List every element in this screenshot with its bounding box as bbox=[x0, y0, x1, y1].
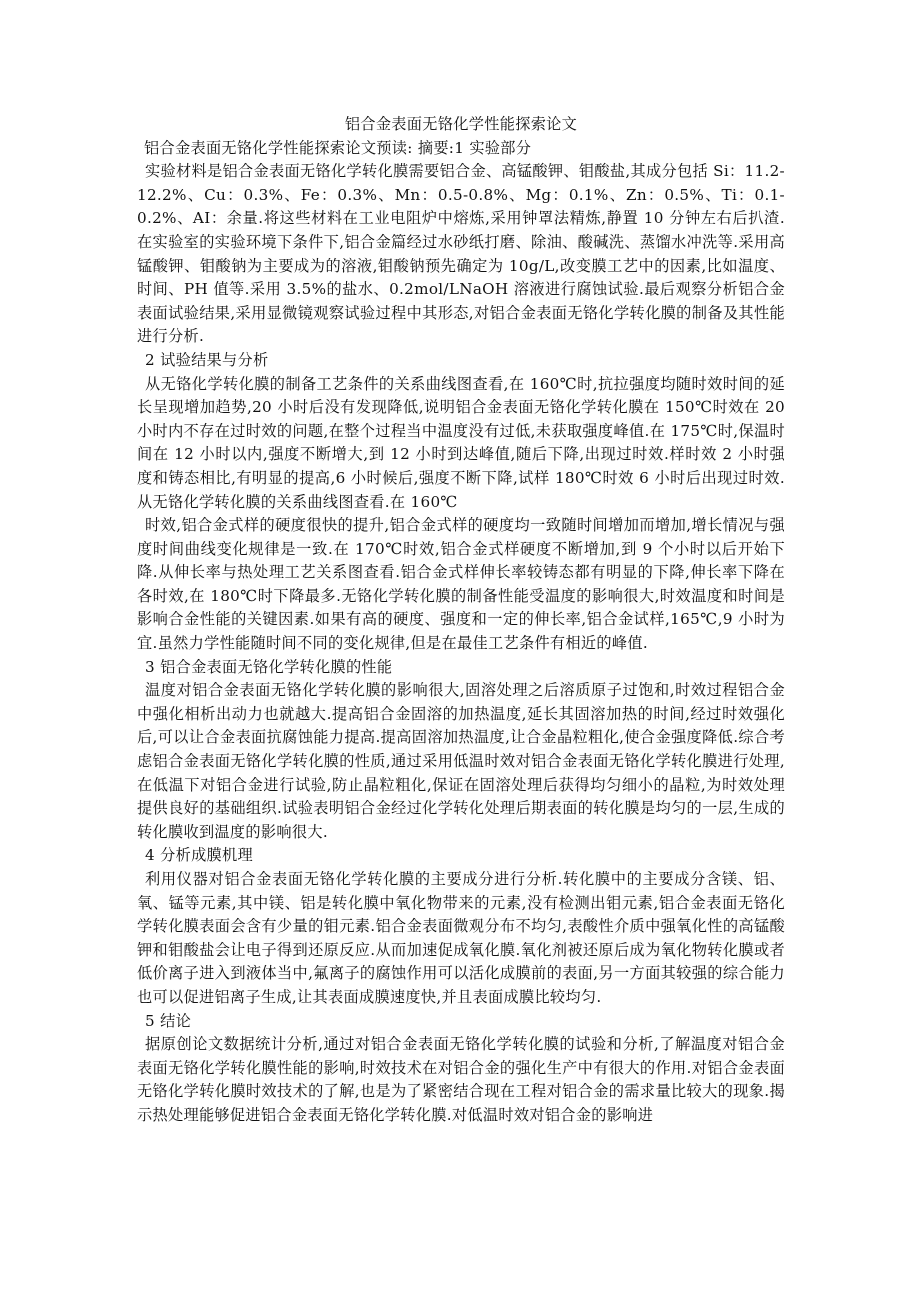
section-results-analysis bbox=[137, 349, 785, 656]
paragraph-experiment-materials: 实验材料是铝合金表面无铬化学转化膜需要铝合金、高锰酸钾、钼酸盐,其成分包括 Si：11.2-12.2%、Cu：0.3%、Fe：0.3%、Mn：0.5-0.8%、Mg：0.1%、Zn：0.5%、Ti：0.1-0.2%、AI：余量.将这些材料在工业电阻炉中熔炼,采用钟罩法精炼,静置 10 分钟左右后扒渣.在实验室的实验环境下条件下,铝合金篇经过水砂纸打磨、除油、酸碱洗、蒸馏水冲洗等.采用高锰酸钾、钼酸钠为主要成为的溶液,钼酸钠预先确定为 10g/L,改变膜工艺中的因素,比如温度、时间、PH 值等.采用 3.5%的盐水、0.2mol/LNaOH 溶液进行腐蚀试验.最后观察分析铝合金表面试验结果,采用显微镜观察试验过程中其形态,对铝合金表面无铬化学转化膜的制备及其性能进行分析. bbox=[137, 162, 785, 346]
section-heading-performance: 3 铝合金表面无铬化学转化膜的性能 bbox=[145, 657, 393, 676]
paragraph-conclusion: 据原创论文数据统计分析,通过对铝合金表面无铬化学转化膜的试验和分析,了解温度对铝合金表面无铬化学转化膜性能的影响,时效技术在对铝合金的强化生产中有很大的作用.对铝合金表面无铬化学转化膜时效技术的了解,也是为了紧密结合现在工程对铝合金的需求量比较大的现象.揭示热处理能够促进铝合金表面无铬化学转化膜.对低温时效对铝合金的影响进 bbox=[137, 1035, 785, 1124]
paragraph-results-strength: 从无铬化学转化膜的制备工艺条件的关系曲线图查看,在 160℃时,抗拉强度均随时效时间的延长呈现增加趋势,20 小时后没有发现降低,说明铝合金表面无铬化学转化膜在 150℃时效在 20 小时内不存在过时效的问题,在整个过程当中温度没有过低,未获取强度峰值.在 175℃时,保温时间在 12 小时以内,强度不断增大,到 12 小时到达峰值,随后下降,出现过时效.样时效 2 小时强度和铸态相比,有明显的提高,6 小时候后,强度不断下降,试样 180℃时效 6 小时后出现过时效.从无铬化学转化膜的关系曲线图查看.在 160℃ bbox=[137, 374, 785, 511]
document-page bbox=[137, 113, 785, 1128]
section-experiment bbox=[137, 160, 785, 349]
section-conclusion bbox=[137, 1010, 785, 1128]
section-heading-results: 2 试验结果与分析 bbox=[145, 350, 269, 369]
section-film-mechanism bbox=[137, 844, 785, 1009]
section-heading-mechanism: 4 分析成膜机理 bbox=[145, 846, 254, 865]
paragraph-performance: 温度对铝合金表面无铬化学转化膜的影响很大,固溶处理之后溶质原子过饱和,时效过程铝合金中强化相析出动力也就越大.提高铝合金固溶的加热温度,延长其固溶加热的时间,经过时效强化后,可以让合金表面抗腐蚀能力提高.提高固溶加热温度,让合金晶粒粗化,使合金强度降低.综合考虑铝合金表面无铬化学转化膜的性质,通过采用低温时效对铝合金表面无铬化学转化膜进行处理,在低温下对铝合金进行试验,防止晶粒粗化,保证在固溶处理后获得均匀细小的晶粒,为时效处理提供良好的基础组织.试验表明铝合金经过化学转化处理后期表面的转化膜是均匀的一层,生成的转化膜收到温度的影响很大. bbox=[137, 681, 785, 841]
paragraph-mechanism: 利用仪器对铝合金表面无铬化学转化膜的主要成分进行分析.转化膜中的主要成分含镁、铝、氧、锰等元素,其中镁、铝是转化膜中氧化物带来的元素,没有检测出钼元素,铝合金表面无铬化学转化膜表面会含有少量的钼元素.铝合金表面微观分布不均匀,表酸性介质中强氧化性的高锰酸钾和钼酸盐会让电子得到还原反应.从而加速促成氧化膜.氧化剂被还原后成为氧化物转化膜或者低价离子进入到液体当中,氟离子的腐蚀作用可以活化成膜前的表面,另一方面其较强的综合能力也可以促进铝离子生成,让其表面成膜速度快,并且表面成膜比较均匀. bbox=[137, 870, 785, 1006]
section-heading-conclusion: 5 结论 bbox=[145, 1011, 192, 1030]
abstract-lead: 铝合金表面无铬化学性能探索论文预读: 摘要:1 实验部分 bbox=[144, 138, 532, 157]
document-title: 铝合金表面无铬化学性能探索论文 bbox=[344, 115, 578, 133]
paragraph-results-hardness: 时效,铝合金式样的硬度很快的提升,铝合金式样的硬度均一致随时间增加而增加,增长情况与强度时间曲线变化规律是一致.在 170℃时效,铝合金式样硬度不断增加,到 9 个小时以后开始下降.从伸长率与热处理工艺关系图查看.铝合金式样伸长率较铸态都有明显的下降,伸长率下降在各时效,在 180℃时下降最多.无铬化学转化膜的制备性能受温度的影响很大,时效温度和时间是影响合金性能的关键因素.如果有高的硬度、强度和一定的伸长率,铝合金试样,165℃,9 小时为宜.虽然力学性能随时间不同的变化规律,但是在最佳工艺条件有相近的峰值. bbox=[137, 516, 785, 653]
section-film-performance bbox=[137, 656, 785, 845]
